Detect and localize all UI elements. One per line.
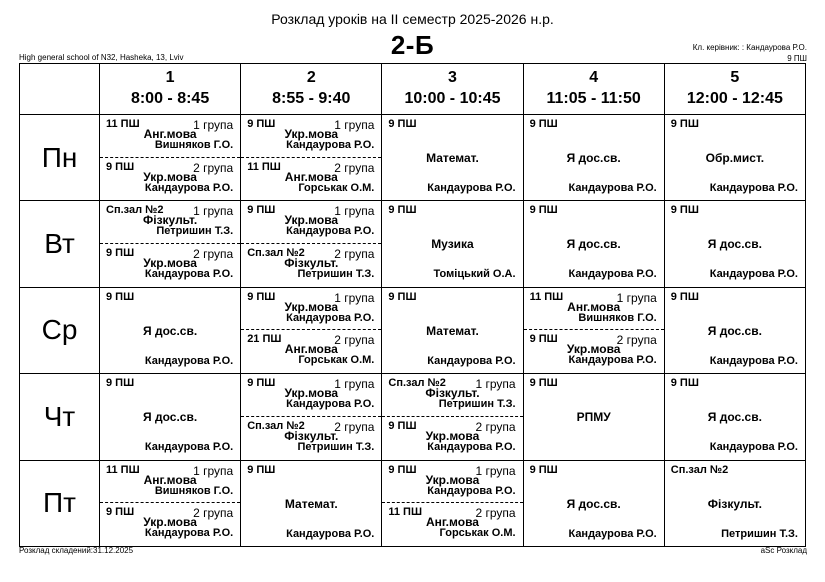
teacher-label: Петришин Т.З. (721, 527, 798, 540)
lesson-cell (664, 460, 805, 546)
teacher-label: Томіцький О.А. (433, 268, 516, 281)
subject-label: Фізкульт. (284, 256, 339, 271)
teacher-label: Кандаурова Р.О. (568, 268, 657, 281)
subject-label: Фізкульт. (707, 496, 762, 511)
lesson-cell (100, 287, 241, 373)
group-lesson (100, 461, 240, 504)
group-lesson (100, 115, 240, 158)
teacher-label: Кандаурова Р.О. (286, 398, 375, 411)
lesson (524, 374, 664, 459)
group-label: 1 група (334, 118, 375, 132)
lesson (100, 461, 240, 546)
group-label: 2 група (475, 419, 516, 434)
subject-label: Фізкульт. (425, 386, 480, 401)
lesson (382, 374, 522, 459)
group-lesson (524, 330, 664, 373)
group-lesson (241, 244, 381, 287)
class-name: 2-Б (390, 30, 435, 60)
group-lesson (241, 288, 381, 331)
day-row (20, 460, 806, 546)
room-label: 9 ПШ (670, 204, 699, 217)
group-label: 1 група (334, 377, 375, 392)
room-label: 9 ПШ (247, 204, 276, 217)
room-label: 11 ПШ (106, 463, 140, 476)
subject-label: Укр.мова (566, 342, 621, 357)
group-lesson (241, 417, 381, 460)
room-label: 9 ПШ (106, 160, 135, 173)
period-time: 10:00 - 10:45 (404, 90, 501, 107)
group-label: 1 група (193, 118, 234, 132)
room-label: 9 ПШ (529, 377, 558, 390)
teacher-label: Кандаурова Р.О. (709, 441, 798, 454)
subject-label: Я дос.св. (143, 410, 198, 425)
subject-label: Математ. (284, 496, 338, 511)
subject-label: Фізкульт. (284, 428, 339, 443)
teacher-label: Кандаурова Р.О. (709, 354, 798, 367)
lesson-cell (382, 201, 523, 287)
group-label: 2 група (334, 419, 375, 434)
room-label: 9 ПШ (388, 118, 417, 130)
lesson-cell (523, 460, 664, 546)
period-number: 1 (165, 69, 175, 86)
day-row (20, 374, 806, 460)
room-label: 9 ПШ (247, 377, 276, 390)
room-label: Сп.зал №2 (247, 247, 305, 260)
lesson (524, 461, 664, 546)
room-label: 9 ПШ (106, 290, 135, 303)
subject-label: Анг.мова (143, 127, 197, 141)
period-number: 5 (730, 69, 740, 86)
room-label: Сп.зал №2 (106, 204, 164, 217)
teacher-label: Горськак О.М. (298, 181, 375, 194)
lesson-cell (100, 374, 241, 460)
teacher-label: Горськак О.М. (298, 354, 375, 367)
day-row (20, 287, 806, 373)
period-header (523, 64, 664, 115)
room-label: 9 ПШ (388, 290, 417, 303)
group-lesson (241, 330, 381, 373)
teacher-label: Кандаурова Р.О. (427, 484, 516, 497)
class-teacher-label: Кл. керівник: : Кандаурова Р.О. (692, 43, 807, 52)
group-lesson (241, 374, 381, 417)
room-label: 9 ПШ (670, 290, 699, 303)
group-lesson (241, 115, 381, 158)
subject-label: Укр.мова (284, 386, 339, 401)
subject-label: Математ. (426, 151, 479, 165)
day-name: Чт (20, 374, 100, 460)
subject-label: Укр.мова (143, 515, 197, 530)
room-label: 11 ПШ (106, 118, 140, 130)
lesson-cell (241, 287, 382, 373)
day-name: Пт (20, 460, 100, 546)
group-label: 2 група (193, 506, 234, 521)
room-label: 9 ПШ (388, 463, 417, 476)
teacher-label: Вишняков Г.О. (578, 311, 657, 324)
lesson (382, 115, 522, 200)
subject-label: Укр.мова (425, 472, 480, 487)
subject-label: Я дос.св. (707, 323, 762, 338)
subject-label: Анг.мова (567, 299, 621, 314)
lesson (100, 115, 240, 200)
period-time: 8:55 - 9:40 (272, 90, 351, 107)
group-label: 1 група (475, 377, 516, 392)
lesson-cell (100, 115, 241, 201)
lesson-cell (241, 201, 382, 287)
subject-label: Анг.мова (143, 472, 197, 487)
room-label: Сп.зал №2 (247, 419, 305, 432)
subject-label: Математ. (426, 323, 479, 338)
teacher-label: Петришин Т.З. (297, 440, 375, 453)
room-label: 9 ПШ (529, 463, 558, 476)
day-name: Пн (20, 115, 100, 201)
lesson (382, 201, 522, 286)
period-header (100, 64, 241, 115)
day-name: Вт (20, 201, 100, 287)
room-label: 11 ПШ (529, 290, 564, 303)
subject-label: Я дос.св. (143, 323, 198, 338)
teacher-label: Вишняков Г.О. (154, 139, 234, 151)
subject-label: Я дос.св. (566, 151, 621, 165)
period-number: 4 (589, 69, 599, 86)
period-header (382, 64, 523, 115)
lesson (665, 115, 805, 200)
lesson-cell (382, 460, 523, 546)
group-label: 2 група (616, 333, 657, 348)
teacher-label: Кандаурова Р.О. (286, 225, 375, 238)
subject-label: Анг.мова (284, 169, 338, 184)
lesson (241, 288, 381, 373)
timetable-grid (19, 63, 806, 547)
corner-cell (20, 64, 100, 115)
teacher-label: Кандаурова Р.О. (568, 354, 657, 367)
lesson (524, 201, 664, 286)
created-date: Розклад складений:31.12.2025 (19, 546, 134, 555)
room-label: 9 ПШ (247, 290, 276, 303)
group-lesson (100, 158, 240, 201)
lesson-cell (664, 115, 805, 201)
lesson (665, 374, 805, 459)
lesson (524, 288, 664, 373)
room-label: 9 ПШ (388, 204, 417, 217)
room-label: 9 ПШ (106, 247, 135, 260)
group-lesson (524, 288, 664, 331)
teacher-label: Кандаурова Р.О. (427, 354, 516, 367)
group-label: 1 група (475, 463, 516, 478)
group-lesson (100, 201, 240, 244)
teacher-label: Кандаурова Р.О. (427, 440, 516, 453)
subject-label: Я дос.св. (707, 237, 762, 252)
subject-label: Я дос.св. (707, 410, 762, 425)
lesson-cell (382, 374, 523, 460)
lesson (100, 201, 240, 286)
teacher-label: Кандаурова Р.О. (709, 182, 798, 194)
lesson (100, 374, 240, 459)
teacher-label: Кандаурова Р.О. (286, 527, 375, 540)
group-lesson (382, 503, 522, 546)
teacher-label: Кандаурова Р.О. (286, 311, 375, 324)
lesson-cell (664, 287, 805, 373)
period-header-row (20, 64, 806, 115)
group-label: 1 група (193, 463, 234, 478)
period-header (664, 64, 805, 115)
lesson (665, 288, 805, 373)
subject-label: Фізкульт. (143, 213, 198, 228)
lesson (241, 461, 381, 546)
period-number: 3 (448, 69, 457, 86)
room-label: Сп.зал №2 (388, 377, 446, 390)
subject-label: Укр.мова (143, 256, 197, 271)
subject-label: Анг.мова (425, 515, 479, 530)
lesson-cell (100, 201, 241, 287)
subject-label: Укр.мова (284, 127, 339, 141)
brand-label: aSc Розклад (760, 546, 807, 555)
teacher-label: Кандаурова Р.О. (144, 181, 234, 194)
teacher-label: Кандаурова Р.О. (286, 139, 375, 151)
teacher-label: Петришин Т.З. (156, 225, 234, 238)
teacher-label: Кандаурова Р.О. (144, 354, 234, 367)
subject-label: Обр.мист. (705, 151, 765, 165)
group-label: 2 група (193, 160, 234, 175)
group-label: 2 група (193, 247, 234, 262)
subject-label: Укр.мова (284, 213, 339, 228)
day-name: Ср (20, 287, 100, 373)
lesson (382, 288, 522, 373)
lesson-cell (241, 115, 382, 201)
room-label: 9 ПШ (529, 333, 558, 346)
room-label: 9 ПШ (670, 377, 699, 390)
room-label: 21 ПШ (247, 333, 282, 346)
lesson (100, 288, 240, 373)
school-name: High general school of N32, Hasheka, 13, Lviv (19, 53, 184, 62)
lesson (382, 461, 522, 546)
subject-label: РПМУ (576, 410, 611, 425)
subject-label: Укр.мова (143, 169, 197, 184)
group-lesson (241, 158, 381, 201)
day-row (20, 201, 806, 287)
group-label: 2 група (334, 333, 375, 348)
home-room: 9 ПШ (787, 54, 807, 63)
day-row (20, 115, 806, 201)
period-time: 12:00 - 12:45 (686, 90, 783, 107)
room-label: 9 ПШ (247, 118, 276, 130)
subject-label: Музика (431, 237, 474, 252)
group-label: 1 група (334, 290, 375, 305)
lesson-cell (664, 374, 805, 460)
lesson-cell (100, 460, 241, 546)
group-lesson (100, 244, 240, 287)
room-label: 9 ПШ (247, 463, 276, 476)
lesson (665, 201, 805, 286)
teacher-label: Кандаурова Р.О. (568, 182, 657, 194)
teacher-label: Кандаурова Р.О. (144, 268, 234, 281)
lesson (241, 201, 381, 286)
group-label: 2 група (475, 506, 516, 521)
teacher-label: Петришин Т.З. (297, 268, 375, 281)
period-number: 2 (306, 69, 316, 86)
subject-label: Анг.мова (284, 342, 338, 357)
lesson-cell (382, 115, 523, 201)
room-label: 11 ПШ (388, 506, 423, 519)
timetable-body (20, 115, 806, 547)
group-label: 2 група (334, 160, 375, 175)
room-label: 9 ПШ (388, 419, 417, 432)
group-lesson (382, 417, 522, 460)
subject-label: Я дос.св. (566, 496, 621, 511)
lesson (524, 115, 664, 200)
room-label: 11 ПШ (247, 160, 281, 173)
teacher-label: Кандаурова Р.О. (709, 268, 798, 281)
group-label: 2 група (334, 247, 375, 262)
lesson-cell (523, 374, 664, 460)
class-teacher (693, 42, 807, 64)
subject-label: Я дос.св. (566, 237, 621, 252)
teacher-label: Кандаурова Р.О. (427, 182, 516, 194)
room-label: 9 ПШ (529, 204, 558, 217)
lesson-cell (664, 201, 805, 287)
lesson (665, 461, 805, 546)
subject-label: Укр.мова (425, 428, 480, 443)
teacher-label: Петришин Т.З. (438, 398, 516, 411)
group-label: 1 група (616, 290, 657, 305)
room-label: 9 ПШ (670, 118, 699, 130)
period-time: 11:05 - 11:50 (546, 90, 641, 107)
room-label: Сп.зал №2 (670, 463, 729, 476)
period-header (241, 64, 382, 115)
lesson-cell (523, 201, 664, 287)
group-lesson (100, 503, 240, 546)
room-label: 9 ПШ (106, 506, 135, 519)
room-label: 9 ПШ (106, 377, 135, 390)
teacher-label: Кандаурова Р.О. (568, 527, 657, 540)
lesson-cell (382, 287, 523, 373)
lesson (241, 374, 381, 459)
teacher-label: Вишняков Г.О. (154, 484, 234, 497)
teacher-label: Кандаурова Р.О. (144, 441, 234, 454)
teacher-label: Горськак О.М. (439, 527, 516, 540)
lesson-cell (241, 460, 382, 546)
lesson (241, 115, 381, 200)
group-lesson (241, 201, 381, 244)
teacher-label: Кандаурова Р.О. (144, 527, 234, 540)
group-label: 1 група (193, 204, 234, 219)
page-title: Розклад уроків на ІІ семестр 2025-2026 н.р. (271, 11, 554, 27)
lesson-cell (523, 115, 664, 201)
group-lesson (382, 461, 522, 504)
period-time: 8:00 - 8:45 (130, 90, 210, 107)
subject-label: Укр.мова (284, 299, 339, 314)
room-label: 9 ПШ (529, 118, 558, 130)
lesson-cell (523, 287, 664, 373)
lesson-cell (241, 374, 382, 460)
group-lesson (382, 374, 522, 417)
group-label: 1 група (334, 204, 375, 219)
